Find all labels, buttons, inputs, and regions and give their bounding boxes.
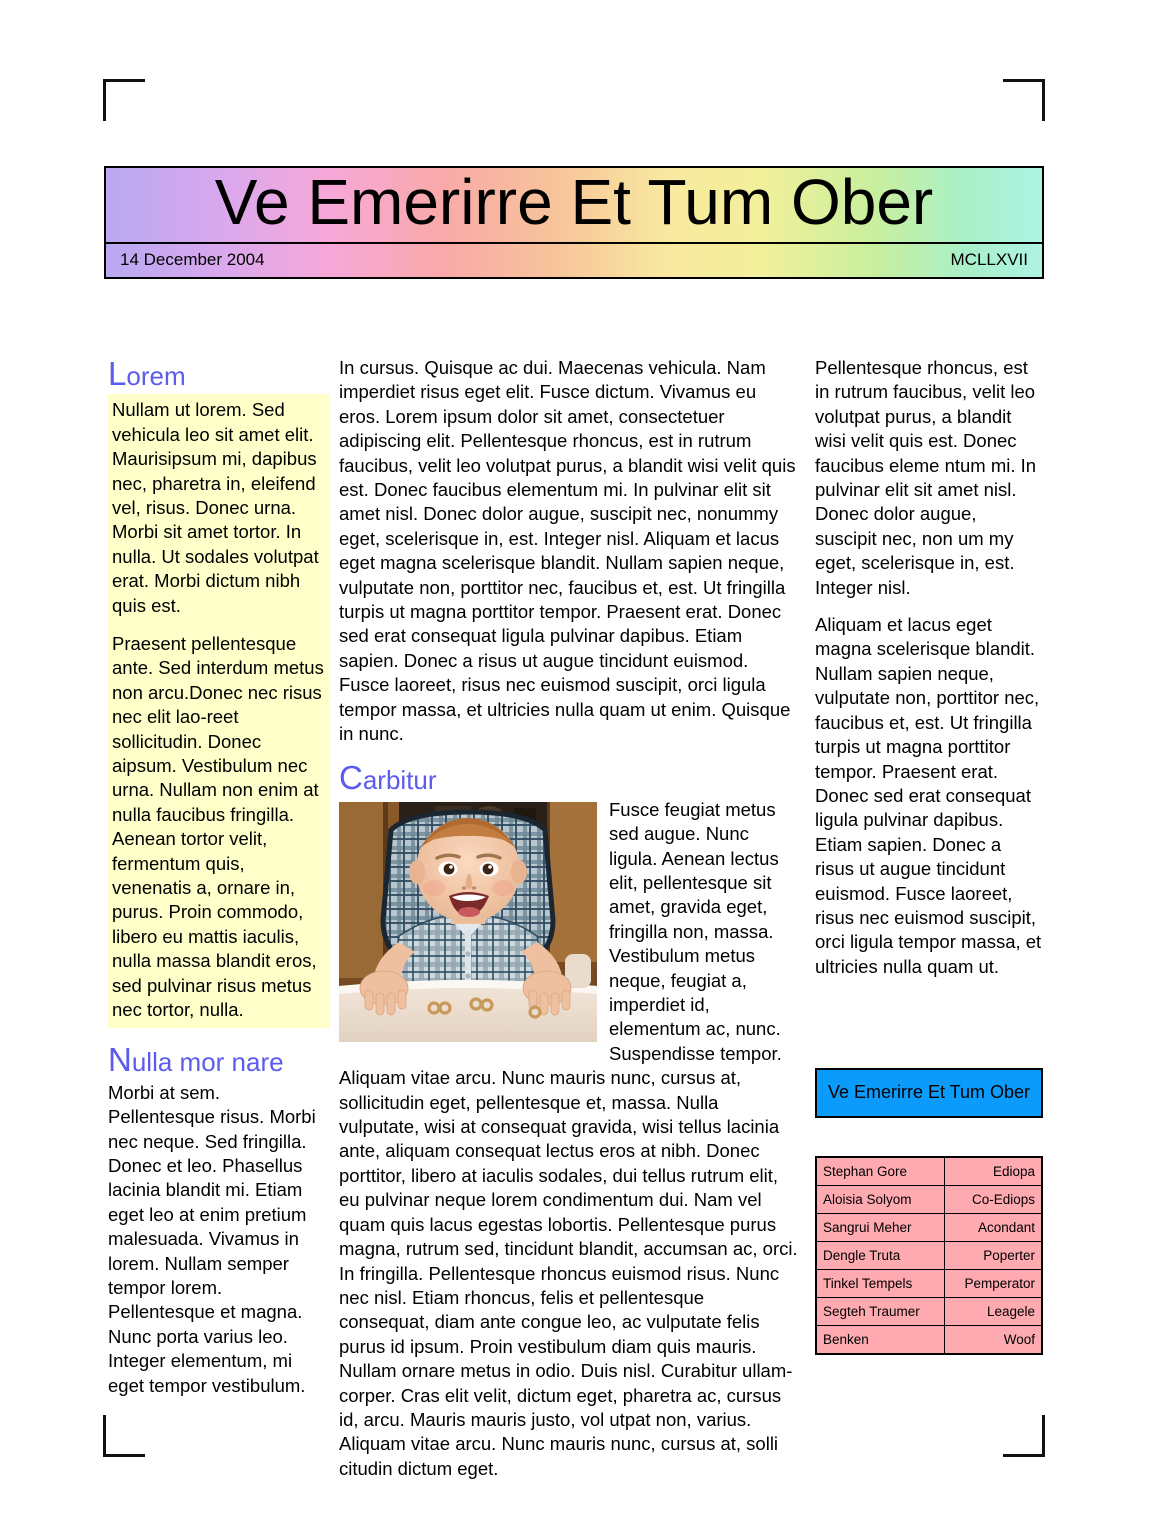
right-paragraph-2: Aliquam et lacus eget magna scelerisque blandit. Nullam sapien neque, vulputate non, porttitor nec, faucibus et, est. Ut fringilla turpis ut magna porttitor tempor. Praesent erat. Donec sed erat consequat ligula pulvinar dapibus. Etiam sapien. Donec a risus ut augue tincidunt euismod. Fusce laoreet, risus nec euismod suscipit, orci ligula tempor massa, et ultricies nulla quam ut. (815, 614, 1042, 977)
middle-column (339, 356, 799, 1481)
section-heading-text: orem (126, 361, 186, 391)
middle-paragraph-1: In cursus. Quisque ac dui. Maecenas vehicula. Nam imperdiet risus eget elit. Fusce dictum. Vivamus eu eros. Lorem ipsum dolor sit amet, consectetuer adipiscing elit. Pellentesque rhoncus, est in rutrum faucibus, velit leo volutpat purus, a blandit wisi velit quis est. Donec faucibus elementum mi. In pulvinar elit sit amet nisl. Donec dolor augue, suscipit nec, nonummy eget, scelerisque in, est. Integer nisl. Aliquam et lacus eget magna scelerisque blandit. Nullam sapien neque, vulputate non, porttitor nec, faucibus et, est. Ut fringilla turpis ut magna porttitor tempor. Praesent erat. Donec sed erat consequat ligula pulvinar dapibus. Etiam sapien. Donec a risus ut augue tincidunt euismod. Fusce laoreet, risus nec euismod suscipit, orci ligula tempor massa, et ultricies nulla quam ut enim. Quisque in nunc. (339, 357, 796, 745)
highlight-paragraph-1: Nullam ut lorem. Sed vehicula leo sit amet elit. Maurisipsum mi, dapibus nec, pharetra in, eleifend vel, risus. Donec urna. Morbi sit amet tortor. In nulla. Ut sodales volutpat erat. Morbi dictum nibh quis est. (112, 399, 319, 616)
staff-role: Leagele (945, 1298, 1042, 1326)
staff-name: Benken (816, 1326, 945, 1355)
staff-table (815, 1156, 1043, 1355)
left-paragraph-3: Morbi at sem. Pellentesque risus. Morbi nec neque. Sed fringilla. Donec et leo. Phasellus lacinia blandit mi. Etiam eget leo at enim pretium malesuada. Vivamus in lorem. Nullam semper tempor lorem. Pellentesque et magna. Nunc porta varius leo. Integer elementum, mi eget tempor vestibulum. (108, 1081, 316, 1396)
table-row (816, 1270, 1042, 1298)
staff-role: Acondant (945, 1214, 1042, 1242)
drop-cap: N (108, 1041, 132, 1079)
photo-graphic (339, 802, 597, 1042)
right-column (815, 356, 1043, 979)
section-heading-text: arbitur (362, 764, 437, 795)
baby-in-highchair-photo (339, 802, 597, 1042)
staff-name: Dengle Truta (816, 1242, 945, 1270)
staff-name: Segteh Traumer (816, 1298, 945, 1326)
table-row (816, 1157, 1042, 1186)
staff-name: Sangrui Meher (816, 1214, 945, 1242)
section-heading-lorem (108, 356, 330, 392)
section-heading-nulla (108, 1042, 330, 1078)
promo-box[interactable] (815, 1068, 1043, 1118)
right-paragraph-1: Pellentesque rhoncus, est in rutrum faucibus, velit leo volutpat purus, a blandit wisi velit quis est. Donec faucibus eleme ntum mi. In pulvinar elit sit amet nisl. Donec dolor augue, suscipit nec, non um my eget, scelerisque in, est. Integer nisl. (815, 357, 1037, 598)
table-row (816, 1242, 1042, 1270)
middle-paragraph-2: Fusce feugiat metus sed augue. Nunc ligula. Aenean lectus elit, pellentesque sit amet, gravida eget, fringilla non, massa. Vestibulum metus neque, feugiat a, imperdiet id, elementum ac, nunc. Suspendisse tempor. Aliquam vitae arcu. Nunc mauris nunc, cursus at, sollicitudin eget, pellentesque et, massa. Nulla vulputate, wisi at consequat gravida, wisi tellus lacinia ante, aliquam consequat lectus eros at nibh. Donec porttitor, libero at iaculis sodales, dui tellus rutrum elit, eu pulvinar neque lorem condimentum dui. Nam vel quam quis lacus egestas lobortis. Pellentesque purus magna, rutrum sed, tincidunt blandit, accumsan ac, orci. In fringilla. Pellentesque rhoncus euismod risus. Nunc nec nisl. Etiam rhoncus, felis et pellentesque consequat, diam ante congue leo, ac vulputate felis purus id ipsum. Proin vestibulum diam quis mauris. Nullam ornare metus in odio. Duis nisl. Curabitur ullam-corper. Cras elit velit, dictum eget, pharetra ac, cursus id, arcu. Mauris mauris justo, vol utpat non, varius. Aliquam vitae arcu. Nunc mauris nunc, cursus at, solli citudin dictum eget. (339, 798, 798, 1479)
staff-name: Tinkel Tempels (816, 1270, 945, 1298)
masthead-subtitle-row (106, 244, 1042, 277)
page-title: Ve Emerirre Et Tum Ober (214, 166, 934, 238)
table-row (816, 1298, 1042, 1326)
staff-name: Aloisia Solyom (816, 1186, 945, 1214)
issue-date: 14 December 2004 (120, 250, 265, 269)
table-row (816, 1186, 1042, 1214)
drop-cap: C (339, 758, 363, 796)
promo-box-title: Ve Emerirre Et Tum Ober (827, 1082, 1031, 1102)
crop-mark-top-right (1003, 79, 1045, 121)
highlight-paragraph-2: Praesent pellentesque ante. Sed interdum metus non arcu.Donec nec risus nec elit lao-reet sollicitudin. Donec aipsum. Vestibulum nec urna. Nullam non enim at nulla faucibus fringilla. Aenean tortor velit, fermentum quis, venenatis a, ornare in, purus. Proin commodo, libero eu mattis iaculis, nulla massa blandit eros, sed pulvinar risus metus nec tortor, nulla. (112, 632, 324, 1021)
highlight-box (108, 394, 330, 1028)
masthead (104, 166, 1044, 279)
crop-mark-top-left (103, 79, 145, 121)
drop-cap: L (108, 355, 127, 392)
staff-role: Poperter (945, 1242, 1042, 1270)
issue-number: MCLLXVII (950, 250, 1028, 269)
article-body (108, 355, 1043, 1479)
staff-role: Pemperator (945, 1270, 1042, 1298)
section-heading-text: ulla mor nare (131, 1047, 284, 1078)
masthead-title-row (106, 168, 1042, 244)
staff-table-body (816, 1157, 1042, 1354)
staff-role: Woof (945, 1326, 1042, 1355)
staff-role: Ediopa (945, 1157, 1042, 1186)
left-column (108, 356, 330, 1398)
staff-role: Co-Ediops (945, 1186, 1042, 1214)
table-row (816, 1214, 1042, 1242)
staff-name: Stephan Gore (816, 1157, 945, 1186)
section-heading-carbitur (339, 760, 799, 796)
table-row (816, 1326, 1042, 1355)
article-photo-wrapper (339, 802, 597, 1042)
